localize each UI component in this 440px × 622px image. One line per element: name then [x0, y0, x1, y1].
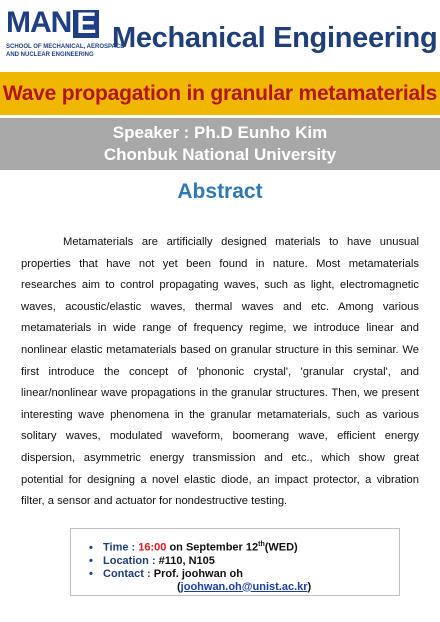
abstract-body: Metamaterials are artificially designed materials to have unusual properties that have not yet been found in nature. Most metamaterials researches aim to control propagating waves, such as light, electromagnetic waves, acoustic/elastic waves, thermal waves and etc. Among various metamaterials in wide range of frequency regime, we introduce linear and nonlinear elastic metamaterials based on granular structure in this seminar. We first introduce the concept of 'phononic crystal', 'granular crystal', and linear/nonlinear wave propagations in the granular structures. Then, we present interesting wave phenomena in the granular metamaterials, such as various solitary waves, modulated waveform, boomerang wave, efficient energy dispersion, asymmetric energy transmission and etc., which show great potential for designing a novel elastic diode, an impact protector, a vibration filter, a sensor and actuator for nondestructive testing. — [21, 236, 419, 508]
logo-word: MAN — [6, 6, 72, 39]
time-item — [89, 538, 311, 555]
location-value: #110, N105 — [158, 554, 215, 567]
logo-subtitle-line2: AND NUCLEAR ENGINEERING — [6, 52, 94, 58]
logo-subtitle-line1: SCHOOL OF MECHANICAL, AEROSPACE — [6, 44, 125, 50]
time-date: on September 12 — [166, 541, 259, 554]
speaker-name: Speaker : Ph.D Eunho Kim — [112, 123, 328, 142]
speaker-affiliation: Chonbuk National University — [103, 145, 337, 164]
bullet-icon: • — [89, 567, 93, 580]
abstract-heading: Abstract — [177, 180, 263, 203]
time-label: Time : — [103, 541, 139, 554]
title-banner — [0, 72, 440, 115]
time-value: 16:00 — [138, 541, 167, 554]
header — [0, 0, 440, 66]
time-day: (WED) — [264, 541, 298, 554]
bullet-icon: • — [89, 541, 93, 554]
contact-email-link[interactable]: joohwan.oh@unist.ac.kr — [180, 580, 308, 593]
contact-item — [89, 568, 311, 581]
location-label: Location : — [103, 554, 159, 567]
event-info-list — [89, 538, 311, 594]
department-name: Mechanical Engineering — [112, 22, 438, 54]
time-date-suffix: th — [258, 541, 265, 548]
location-item — [89, 555, 311, 568]
logo-wordmark — [6, 8, 99, 38]
email-open-paren: ( — [177, 580, 181, 593]
event-info-box — [70, 528, 400, 596]
contact-value: Prof. joohwan oh — [153, 567, 243, 580]
bullet-icon: • — [89, 554, 93, 567]
seminar-title: Wave propagation in granular metamaterials — [2, 81, 438, 105]
logo-letter-e: E — [73, 10, 99, 38]
contact-label: Contact : — [103, 567, 154, 580]
contact-email-item — [89, 581, 311, 594]
mane-logo — [6, 6, 125, 60]
speaker-banner — [0, 118, 440, 170]
email-close-paren: ) — [307, 580, 312, 593]
